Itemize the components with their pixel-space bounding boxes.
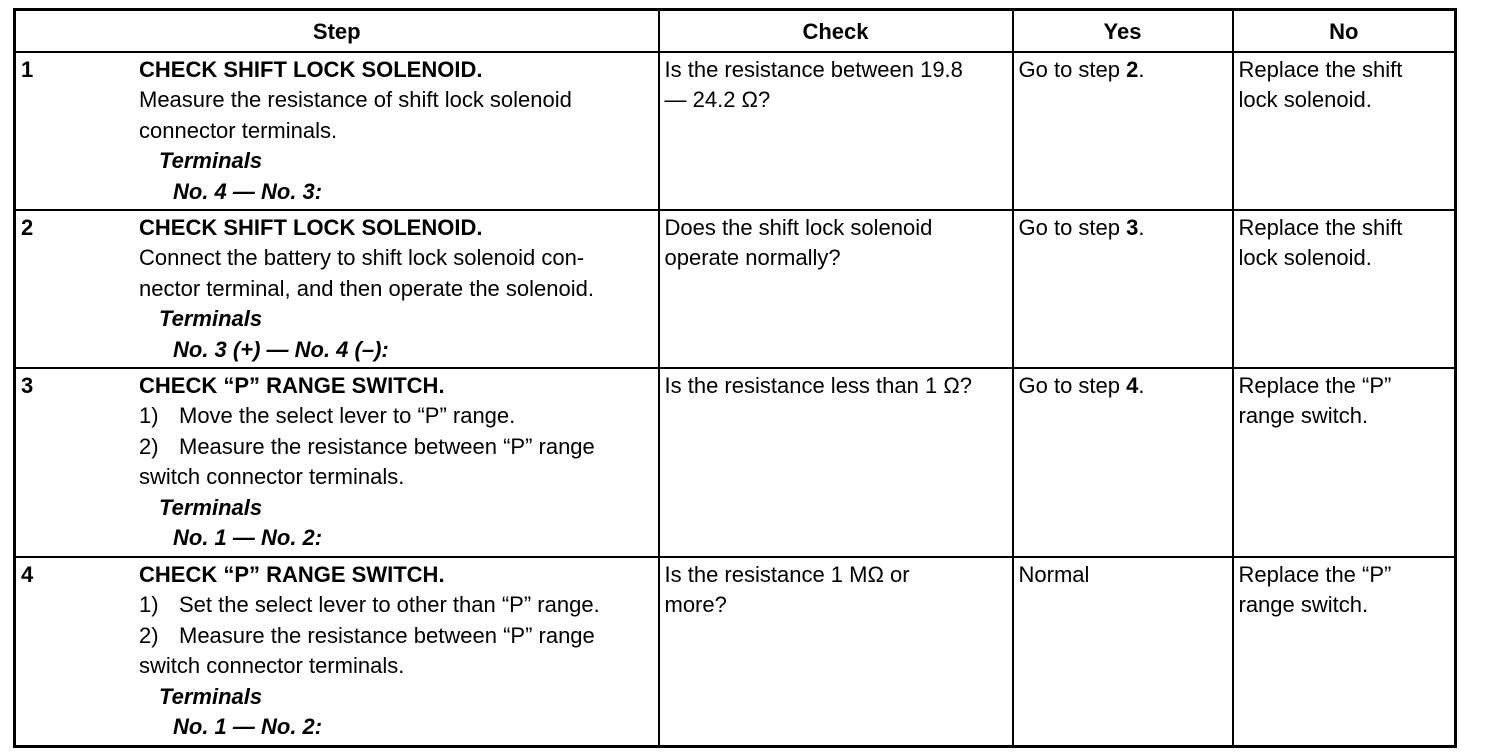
- step-cell: [15, 557, 659, 746]
- step-number: 4: [21, 562, 34, 587]
- no-text: lock solenoid.: [1238, 87, 1372, 113]
- yes-suffix: .: [1138, 373, 1145, 398]
- check-text: Is the resistance 1 MΩ or: [664, 562, 910, 587]
- no-text: Replace the shift: [1238, 57, 1403, 82]
- table-row: [15, 557, 1456, 746]
- no-text: lock solenoid.: [1238, 245, 1372, 271]
- step-text: Connect the battery to shift lock solenoid con-: [139, 245, 585, 271]
- table-row: [15, 368, 1456, 557]
- terminals-label: Terminals: [159, 306, 263, 332]
- terminals-value: No. 4 — No. 3:: [173, 178, 323, 204]
- yes-step-number: 3: [1126, 215, 1139, 240]
- step-cell: [15, 210, 659, 368]
- header-yes: Yes: [1013, 10, 1233, 53]
- yes-cell: [1013, 210, 1233, 368]
- no-cell: [1233, 557, 1456, 746]
- sub-step-marker: 1): [139, 592, 159, 618]
- table-row: [15, 52, 1456, 210]
- step-cell: [15, 52, 659, 210]
- yes-step-number: 2: [1126, 57, 1139, 82]
- header-check: Check: [659, 10, 1013, 53]
- header-row: [15, 10, 1456, 53]
- yes-text: Normal: [1018, 562, 1090, 587]
- sub-step-text: Measure the resistance between “P” range: [179, 433, 595, 459]
- yes-text: Go to step: [1018, 373, 1127, 398]
- table-row: [15, 210, 1456, 368]
- sub-step-text: Measure the resistance between “P” range: [179, 622, 595, 648]
- terminals-value: No. 1 — No. 2:: [173, 714, 323, 740]
- header-step: Step: [15, 10, 659, 53]
- check-text: more?: [664, 592, 727, 618]
- sub-step: [139, 401, 653, 431]
- step-text: Measure the resistance of shift lock solenoid: [139, 87, 572, 113]
- step-text: nector terminal, and then operate the solenoid.: [139, 275, 594, 301]
- terminals-label: Terminals: [159, 683, 263, 709]
- no-text: Replace the shift: [1238, 215, 1403, 240]
- header-no: No: [1233, 10, 1456, 53]
- sub-step: [139, 590, 653, 620]
- step-title: CHECK “P” RANGE SWITCH.: [139, 562, 445, 587]
- step-number: 3: [21, 373, 34, 398]
- yes-suffix: .: [1138, 215, 1145, 240]
- step-number: 2: [21, 215, 34, 240]
- sub-step-marker: 2): [139, 433, 159, 459]
- sub-step: [139, 621, 653, 651]
- no-text: Replace the “P”: [1238, 562, 1392, 587]
- terminals-label: Terminals: [159, 494, 263, 520]
- yes-cell: [1013, 52, 1233, 210]
- no-text: range switch.: [1238, 403, 1369, 429]
- terminals-value: No. 1 — No. 2:: [173, 525, 323, 551]
- check-cell: [659, 210, 1013, 368]
- no-cell: [1233, 368, 1456, 557]
- no-text: range switch.: [1238, 592, 1369, 618]
- terminals-value: No. 3 (+) — No. 4 (–):: [173, 336, 389, 362]
- step-number: 1: [21, 57, 34, 82]
- step-text: switch connector terminals.: [139, 653, 405, 679]
- sub-step-text: Set the select lever to other than “P” range.: [179, 592, 600, 618]
- step-title: CHECK “P” RANGE SWITCH.: [139, 373, 445, 398]
- yes-text: Go to step: [1018, 215, 1127, 240]
- yes-cell: [1013, 557, 1233, 746]
- check-text: — 24.2 Ω?: [664, 87, 771, 113]
- sub-step-text: Move the select lever to “P” range.: [179, 403, 516, 429]
- yes-text: Go to step: [1018, 57, 1127, 82]
- step-title: CHECK SHIFT LOCK SOLENOID.: [139, 215, 483, 240]
- yes-cell: [1013, 368, 1233, 557]
- step-text: switch connector terminals.: [139, 464, 405, 490]
- check-cell: [659, 368, 1013, 557]
- check-cell: [659, 52, 1013, 210]
- no-text: Replace the “P”: [1238, 373, 1392, 398]
- sub-step-marker: 2): [139, 622, 159, 648]
- check-text: Is the resistance between 19.8: [664, 57, 963, 82]
- diagnostic-procedure-table: [13, 8, 1457, 748]
- step-text: connector terminals.: [139, 117, 338, 143]
- no-cell: [1233, 52, 1456, 210]
- step-title: CHECK SHIFT LOCK SOLENOID.: [139, 57, 483, 82]
- check-cell: [659, 557, 1013, 746]
- check-text: Is the resistance less than 1 Ω?: [664, 373, 972, 398]
- sub-step: [139, 432, 653, 462]
- step-cell: [15, 368, 659, 557]
- yes-suffix: .: [1138, 57, 1145, 82]
- check-text: operate normally?: [664, 245, 841, 271]
- check-text: Does the shift lock solenoid: [664, 215, 933, 240]
- no-cell: [1233, 210, 1456, 368]
- yes-step-number: 4: [1126, 373, 1139, 398]
- terminals-label: Terminals: [159, 148, 263, 174]
- sub-step-marker: 1): [139, 403, 159, 429]
